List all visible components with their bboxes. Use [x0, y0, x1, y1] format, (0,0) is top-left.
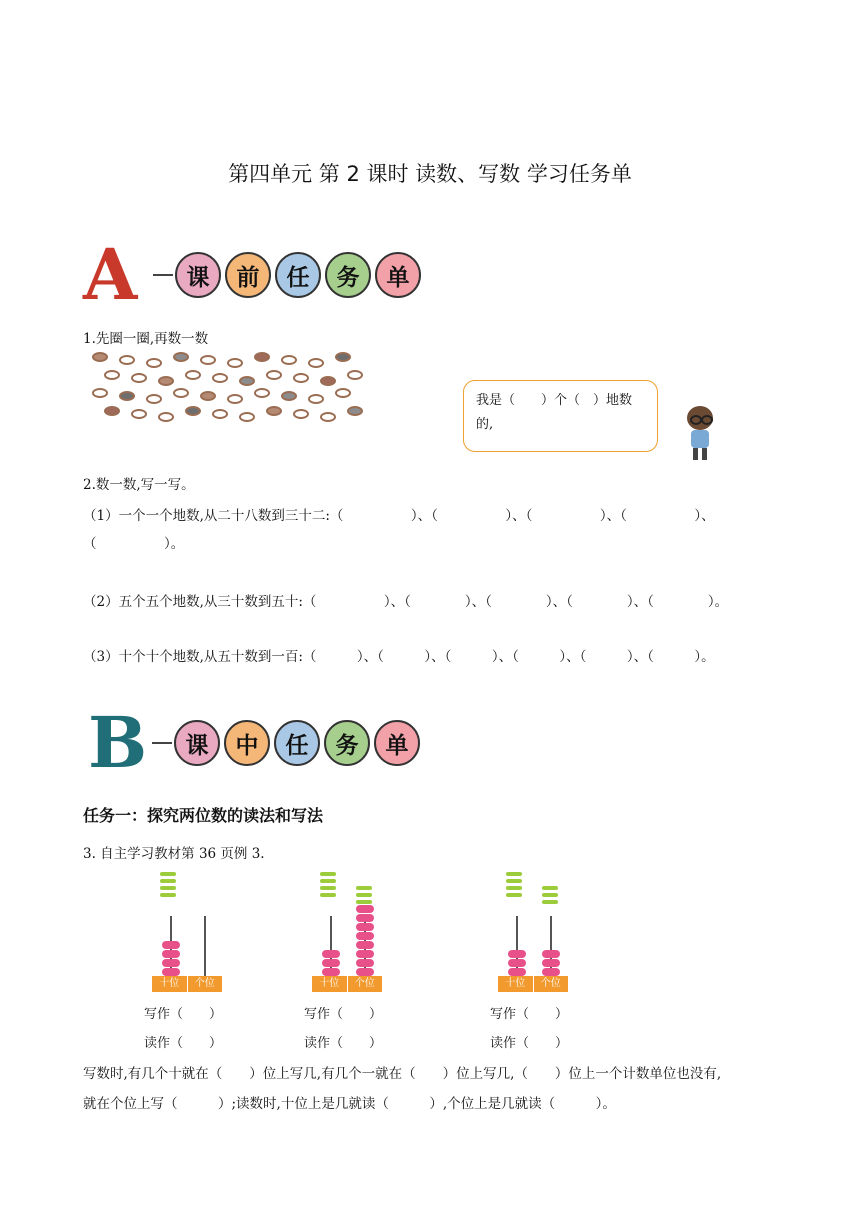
ones-bead	[356, 959, 374, 967]
q3-prompt: 3. 自主学习教材第 36 页例 3.	[83, 846, 265, 862]
read-as-blank: 读作（ ）	[144, 1036, 223, 1051]
ones-bead	[356, 950, 374, 958]
candy-icon	[92, 388, 108, 398]
q2-part3: （3）十个十个地数,从五十数到一百:（ ）、（ ）、（ ）、（ ）、（ ）、（ ）。	[83, 649, 715, 665]
ones-label: 个位	[540, 978, 561, 989]
banner-letter-a: A	[83, 233, 138, 316]
write-as-blank: 写作（ ）	[304, 1007, 383, 1022]
counting-stick-icon	[320, 879, 336, 883]
q2-prompt: 2.数一数,写一写。	[83, 477, 195, 493]
tens-bead	[508, 968, 526, 976]
counting-stick-icon	[356, 893, 372, 897]
counting-stick-icon	[542, 900, 558, 904]
summary-line-2: 就在个位上写（ ）;读数时,十位上是几就读（ ）,个位上是几就读（ ）。	[83, 1096, 616, 1112]
banner-a	[83, 233, 425, 316]
candy-icon	[239, 412, 255, 422]
abacus-base	[312, 976, 382, 992]
candies-illustration	[92, 352, 367, 432]
ones-bead	[542, 950, 560, 958]
candy-icon	[293, 409, 309, 419]
counting-stick-icon	[160, 893, 176, 897]
banner-char-1: 课	[174, 720, 220, 766]
tens-label: 十位	[312, 976, 348, 992]
counting-stick-icon	[506, 893, 522, 897]
q2-part1a: （1）一个一个地数,从二十八数到三十二:（ ）、（ ）、（ ）、（ ）、	[83, 508, 715, 524]
candy-icon	[227, 358, 243, 368]
candy-icon	[200, 391, 216, 401]
page-title: 第四单元 第 2 课时 读数、写数 学习任务单	[228, 162, 632, 186]
banner-connector	[153, 274, 173, 276]
ones-label: 个位	[194, 978, 215, 989]
candy-icon	[335, 352, 351, 362]
abacus-base	[498, 976, 568, 992]
counting-stick-icon	[506, 879, 522, 883]
candy-icon	[158, 412, 174, 422]
counting-stick-icon	[320, 886, 336, 890]
candy-icon	[281, 391, 297, 401]
candy-icon	[266, 406, 282, 416]
banner-char-5: 单	[374, 720, 420, 766]
candy-icon	[320, 376, 336, 386]
candy-icon	[347, 370, 363, 380]
q2-part2: （2）五个五个地数,从三十数到五十:（ ）、（ ）、（ ）、（ ）、（ ）。	[83, 594, 729, 610]
tens-bead	[322, 959, 340, 967]
tens-label: 十位	[498, 976, 534, 992]
ones-bead	[542, 959, 560, 967]
banner-connector	[152, 742, 172, 744]
candy-icon	[239, 376, 255, 386]
tens-bead	[162, 968, 180, 976]
tens-rod	[516, 916, 518, 976]
counting-stick-icon	[542, 893, 558, 897]
candy-icon	[254, 352, 270, 362]
candy-icon	[320, 412, 336, 422]
banner-char-3: 任	[274, 720, 320, 766]
candy-icon	[146, 358, 162, 368]
bubble-line-2: 的,	[476, 417, 494, 432]
candy-icon	[158, 376, 174, 386]
speech-bubble	[463, 380, 658, 452]
abacus	[152, 868, 272, 1053]
banner-letter-b: B	[88, 701, 148, 784]
candy-icon	[119, 355, 135, 365]
tens-bead	[162, 950, 180, 958]
tens-bead	[508, 959, 526, 967]
candy-icon	[146, 394, 162, 404]
candy-icon	[131, 409, 147, 419]
tens-rod	[330, 916, 332, 976]
summary-line-1: 写数时,有几个十就在（ ）位上写几,有几个一就在（ ）位上写几,（ ）位上一个计数单位也没有,	[83, 1066, 722, 1082]
tens-bead	[162, 959, 180, 967]
bubble-line-1: 我是（ ）个（ ）地数	[476, 393, 633, 408]
candy-icon	[347, 406, 363, 416]
candy-icon	[104, 370, 120, 380]
candy-icon	[308, 394, 324, 404]
candy-icon	[293, 373, 309, 383]
ones-bead	[356, 914, 374, 922]
ones-bead	[356, 923, 374, 931]
q2-part1b: （ ）。	[83, 536, 185, 552]
write-as-blank: 写作（ ）	[490, 1007, 569, 1022]
boy-character	[684, 406, 716, 462]
counting-stick-icon	[506, 872, 522, 876]
ones-label: 个位	[354, 978, 375, 989]
abacus	[498, 868, 618, 1053]
tens-label: 十位	[152, 976, 188, 992]
candy-icon	[254, 388, 270, 398]
tens-bead	[322, 950, 340, 958]
banner-b	[88, 701, 424, 784]
candy-icon	[266, 370, 282, 380]
counting-stick-icon	[506, 886, 522, 890]
abacus-base	[152, 976, 222, 992]
banner-char-4: 务	[324, 720, 370, 766]
candy-icon	[335, 388, 351, 398]
read-as-blank: 读作（ ）	[490, 1036, 569, 1051]
ones-rod	[550, 916, 552, 976]
ones-bead	[542, 968, 560, 976]
ones-bead	[356, 905, 374, 913]
task1-heading: 任务一：探究两位数的读法和写法	[83, 806, 324, 825]
candy-icon	[119, 391, 135, 401]
candy-icon	[104, 406, 120, 416]
counting-stick-icon	[356, 900, 372, 904]
banner-char-2: 中	[224, 720, 270, 766]
counting-stick-icon	[160, 872, 176, 876]
candy-icon	[92, 352, 108, 362]
candy-icon	[185, 406, 201, 416]
counting-stick-icon	[542, 886, 558, 890]
candy-icon	[227, 394, 243, 404]
candy-icon	[212, 409, 228, 419]
tens-bead	[508, 950, 526, 958]
candy-icon	[308, 358, 324, 368]
candy-icon	[200, 355, 216, 365]
ones-bead	[356, 941, 374, 949]
candy-icon	[173, 352, 189, 362]
counting-stick-icon	[160, 886, 176, 890]
candy-icon	[131, 373, 147, 383]
ones-rod	[204, 916, 206, 976]
abacus	[312, 868, 432, 1053]
banner-char-4: 务	[325, 252, 371, 298]
counting-stick-icon	[160, 879, 176, 883]
tens-bead	[322, 968, 340, 976]
banner-char-3: 任	[275, 252, 321, 298]
candy-icon	[212, 373, 228, 383]
ones-bead	[356, 968, 374, 976]
counting-stick-icon	[356, 886, 372, 890]
q1-prompt: 1.先圈一圈,再数一数	[83, 331, 209, 347]
write-as-blank: 写作（ ）	[144, 1007, 223, 1022]
ones-bead	[356, 932, 374, 940]
candy-icon	[281, 355, 297, 365]
banner-char-2: 前	[225, 252, 271, 298]
counting-stick-icon	[320, 893, 336, 897]
tens-bead	[162, 941, 180, 949]
candy-icon	[185, 370, 201, 380]
read-as-blank: 读作（ ）	[304, 1036, 383, 1051]
candy-icon	[173, 388, 189, 398]
banner-char-5: 单	[375, 252, 421, 298]
banner-char-1: 课	[175, 252, 221, 298]
counting-stick-icon	[320, 872, 336, 876]
